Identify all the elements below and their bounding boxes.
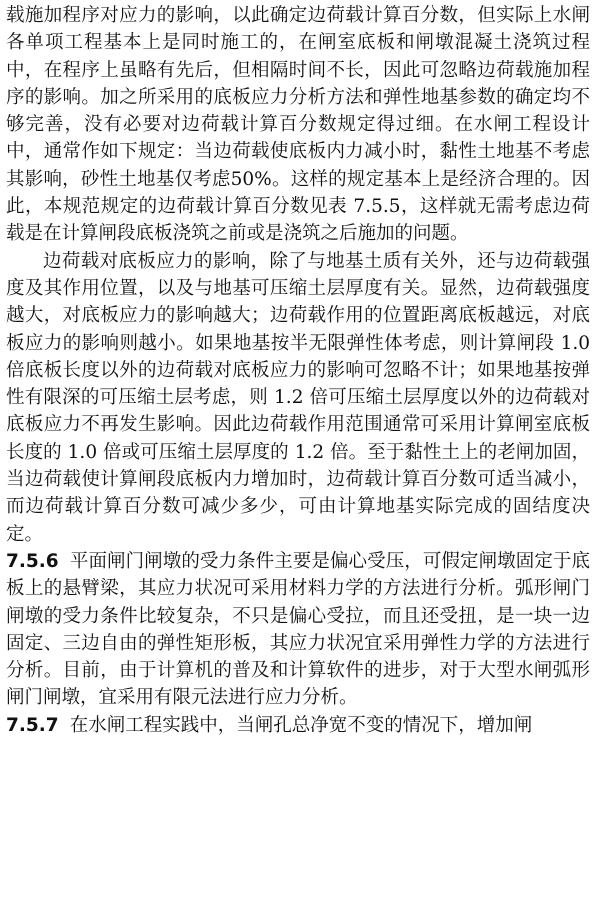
clause-7-5-6: [6, 548, 590, 712]
clause-number: 7.5.7: [6, 714, 59, 736]
paragraph-edge-load-influence: [6, 248, 590, 548]
paragraph-text: 载施加程序对应力的影响，以此确定边荷载计算百分数，但实际上水闸各单项工程基本上是同时施工的，在闸室底板和闸墩混凝土浇筑过程中，在程序上虽略有先后，但相隔时间不长，因此可忽略边荷载施加程序的影响。加之所采用的底板应力分析方法和弹性地基参数的确定均不够完善，没有必要对边荷载计算百分数规定得过细。在水闸工程设计中，通常作如下规定：当边荷载使底板内力减小时，黏性土地基不考虑其影响，砂性土地基仅考虑50%。这样的规定基本上是经济合理的。因此，本规范规定的边荷载计算百分数见表 7.5.5，这样就无需考虑边荷载是在计算闸段底板浇筑之前或是浇筑之后施加的问题。: [6, 5, 590, 245]
clause-7-5-7: [6, 712, 590, 739]
paragraph-text: 边荷载对底板应力的影响，除了与地基土质有关外，还与边荷载强度及其作用位置，以及与地基可压缩土层厚度有关。显然，边荷载强度越大，对底板应力的影响越大；边荷载作用的位置距离底板越远，对底板应力的影响则越小。如果地基按半无限弹性体考虑，则计算闸段 1.0 倍底板长度以外的边荷载对底板应力的影响可忽略不计；如果地基按弹性有限深的可压缩土层考虑，则 1.2 倍可压缩土层厚度以外的边荷载对底板应力不再发生影响。因此边荷载作用范围通常可采用计算闸室底板长度的 1.0 倍或可压缩土层厚度的 1.2 倍。至于黏性土上的老闸加固，当边荷载使计算闸段底板内力增加时，边荷载计算百分数可适当减小，而边荷载计算百分数可减少多少，可由计算地基实际完成的固结度决定。: [6, 250, 590, 545]
paragraph-edge-load-sequence: [6, 2, 590, 248]
clause-text: 在水闸工程实践中，当闸孔总净宽不变的情况下，增加闸: [69, 714, 533, 736]
clause-number: 7.5.6: [6, 550, 59, 572]
document-page: [6, 2, 590, 739]
clause-text: 平面闸门闸墩的受力条件主要是偏心受压，可假定闸墩固定于底板上的悬臂梁，其应力状况可采用材料力学的方法进行分析。弧形闸门闸墩的受力条件比较复杂，不只是偏心受拉，而且还受扭，是一块一边固定、三边自由的弹性矩形板，其应力状况宜采用弹性力学的方法进行分析。目前，由于计算机的普及和计算软件的进步，对于大型水闸弧形闸门闸墩，宜采用有限元法进行应力分析。: [6, 550, 590, 709]
